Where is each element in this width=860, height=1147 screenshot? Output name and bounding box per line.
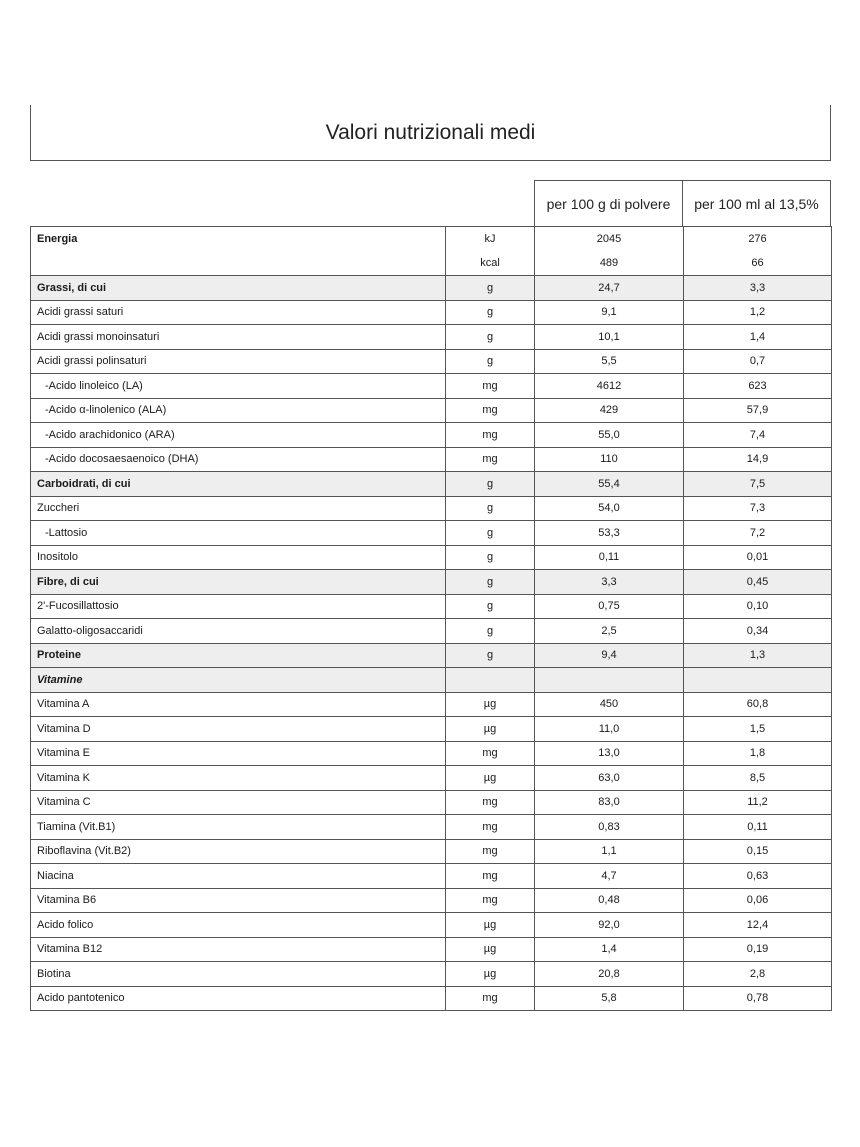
row-value-per-100g: 450 [535,692,684,717]
row-unit: µg [446,962,535,987]
row-label: Acido pantotenico [31,986,446,1011]
table-row [31,741,832,766]
row-label: Niacina [31,864,446,889]
row-unit: µg [446,717,535,742]
row-label: Vitamina C [31,790,446,815]
table-row [31,521,832,546]
table-row [31,594,832,619]
row-unit: mg [446,815,535,840]
row-label: Fibre, di cui [31,570,446,595]
row-value-per-100g: 54,0 [535,496,684,521]
table-row [31,349,832,374]
row-value-per-100g: 110 [535,447,684,472]
table-row [31,325,832,350]
row-value-per-100g: 10,1 [535,325,684,350]
row-value-per-100g: 55,4 [535,472,684,497]
row-value-per-100g: 1,1 [535,839,684,864]
row-value-per-100ml: 0,7 [684,349,832,374]
table-row [31,962,832,987]
row-value-per-100ml: 623 [684,374,832,399]
table-row [31,790,832,815]
row-value-per-100g: 9,4 [535,643,684,668]
row-label: Biotina [31,962,446,987]
row-label: Vitamina D [31,717,446,742]
row-unit: g [446,521,535,546]
row-label: -Lattosio [31,521,446,546]
row-label: Tiamina (Vit.B1) [31,815,446,840]
table-row [31,251,832,276]
row-value-per-100ml: 276 [684,227,832,252]
row-value-per-100ml: 0,34 [684,619,832,644]
row-value-per-100g: 63,0 [535,766,684,791]
row-value-per-100ml: 3,3 [684,276,832,301]
row-unit: mg [446,888,535,913]
row-value-per-100ml: 14,9 [684,447,832,472]
table-row [31,496,832,521]
row-value-per-100g: 4612 [535,374,684,399]
row-unit: kcal [446,251,535,276]
row-value-per-100g: 83,0 [535,790,684,815]
row-label: Grassi, di cui [31,276,446,301]
table-row [31,766,832,791]
row-value-per-100g: 9,1 [535,300,684,325]
row-label: Acidi grassi saturi [31,300,446,325]
row-value-per-100g: 0,11 [535,545,684,570]
row-label: Carboidrati, di cui [31,472,446,497]
table-row [31,227,832,252]
row-value-per-100ml: 7,2 [684,521,832,546]
row-value-per-100ml: 0,11 [684,815,832,840]
row-label: Vitamina B6 [31,888,446,913]
row-unit: mg [446,986,535,1011]
row-value-per-100ml: 7,3 [684,496,832,521]
row-unit [446,668,535,693]
table-row [31,692,832,717]
row-value-per-100g: 429 [535,398,684,423]
row-value-per-100g: 13,0 [535,741,684,766]
row-value-per-100g [535,668,684,693]
row-value-per-100g: 4,7 [535,864,684,889]
row-unit: g [446,472,535,497]
table-row [31,913,832,938]
row-value-per-100g: 0,48 [535,888,684,913]
row-value-per-100g: 0,83 [535,815,684,840]
table-row [31,398,832,423]
row-unit: g [446,276,535,301]
row-value-per-100ml: 1,3 [684,643,832,668]
row-label: Inositolo [31,545,446,570]
row-unit: g [446,349,535,374]
row-value-per-100g: 53,3 [535,521,684,546]
row-unit: g [446,496,535,521]
row-label: Proteine [31,643,446,668]
row-unit: µg [446,692,535,717]
row-unit: µg [446,913,535,938]
row-value-per-100ml: 0,63 [684,864,832,889]
row-value-per-100ml: 0,78 [684,986,832,1011]
row-unit: mg [446,790,535,815]
row-unit: g [446,545,535,570]
row-value-per-100ml: 0,19 [684,937,832,962]
table-row [31,619,832,644]
row-value-per-100ml: 0,01 [684,545,832,570]
row-value-per-100ml: 7,4 [684,423,832,448]
row-unit: mg [446,741,535,766]
row-value-per-100ml: 12,4 [684,913,832,938]
table-row [31,717,832,742]
row-unit: mg [446,374,535,399]
row-unit: mg [446,839,535,864]
row-label: Riboflavina (Vit.B2) [31,839,446,864]
table-row [31,986,832,1011]
row-value-per-100g: 2,5 [535,619,684,644]
row-value-per-100ml: 57,9 [684,398,832,423]
row-value-per-100ml: 0,10 [684,594,832,619]
row-value-per-100ml: 0,06 [684,888,832,913]
table-row [31,888,832,913]
row-value-per-100g: 1,4 [535,937,684,962]
row-label: -Acido α-linolenico (ALA) [31,398,446,423]
table-row [31,447,832,472]
table-row [31,300,832,325]
row-value-per-100ml: 1,2 [684,300,832,325]
row-value-per-100g: 5,5 [535,349,684,374]
table-row [31,374,832,399]
column-header-per-100g: per 100 g di polvere [534,180,683,226]
page-title: Valori nutrizionali medi [325,120,536,144]
row-value-per-100ml: 7,5 [684,472,832,497]
table-row [31,276,832,301]
row-label: -Acido docosaesaenoico (DHA) [31,447,446,472]
table-row [31,570,832,595]
nutrition-table [30,226,832,1011]
row-label: Zuccheri [31,496,446,521]
row-unit: µg [446,937,535,962]
row-value-per-100g: 20,8 [535,962,684,987]
row-unit: mg [446,423,535,448]
row-unit: g [446,300,535,325]
row-unit: g [446,570,535,595]
row-label: Acido folico [31,913,446,938]
row-value-per-100g: 55,0 [535,423,684,448]
row-label: Energia [31,227,446,252]
row-value-per-100ml [684,668,832,693]
table-row [31,815,832,840]
title-box [30,105,831,161]
row-label: Galatto-oligosaccaridi [31,619,446,644]
row-value-per-100ml: 0,15 [684,839,832,864]
row-label [31,251,446,276]
row-value-per-100ml: 0,45 [684,570,832,595]
row-value-per-100ml: 66 [684,251,832,276]
row-value-per-100g: 5,8 [535,986,684,1011]
table-row [31,545,832,570]
row-unit: g [446,325,535,350]
row-value-per-100g: 2045 [535,227,684,252]
row-value-per-100ml: 60,8 [684,692,832,717]
row-label: Acidi grassi polinsaturi [31,349,446,374]
row-label: Vitamina E [31,741,446,766]
row-label: Vitamina A [31,692,446,717]
row-label: Acidi grassi monoinsaturi [31,325,446,350]
column-header-per-100ml: per 100 ml al 13,5% [682,180,831,226]
table-row [31,423,832,448]
row-label: -Acido arachidonico (ARA) [31,423,446,448]
row-unit: µg [446,766,535,791]
table-row [31,937,832,962]
table-row [31,472,832,497]
row-unit: kJ [446,227,535,252]
row-value-per-100ml: 1,5 [684,717,832,742]
row-value-per-100g: 11,0 [535,717,684,742]
row-label: Vitamina B12 [31,937,446,962]
row-unit: mg [446,864,535,889]
row-value-per-100ml: 2,8 [684,962,832,987]
row-value-per-100g: 92,0 [535,913,684,938]
table-row [31,839,832,864]
row-value-per-100g: 489 [535,251,684,276]
row-value-per-100g: 24,7 [535,276,684,301]
table-row [31,864,832,889]
row-label: Vitamina K [31,766,446,791]
row-unit: g [446,594,535,619]
table-row [31,668,832,693]
row-value-per-100ml: 8,5 [684,766,832,791]
row-label: 2'-Fucosillattosio [31,594,446,619]
row-value-per-100g: 0,75 [535,594,684,619]
row-label: -Acido linoleico (LA) [31,374,446,399]
row-value-per-100ml: 1,8 [684,741,832,766]
row-unit: g [446,619,535,644]
row-unit: mg [446,447,535,472]
row-value-per-100g: 3,3 [535,570,684,595]
table-row [31,643,832,668]
row-value-per-100ml: 1,4 [684,325,832,350]
row-unit: g [446,643,535,668]
row-unit: mg [446,398,535,423]
row-value-per-100ml: 11,2 [684,790,832,815]
row-label: Vitamine [31,668,446,693]
